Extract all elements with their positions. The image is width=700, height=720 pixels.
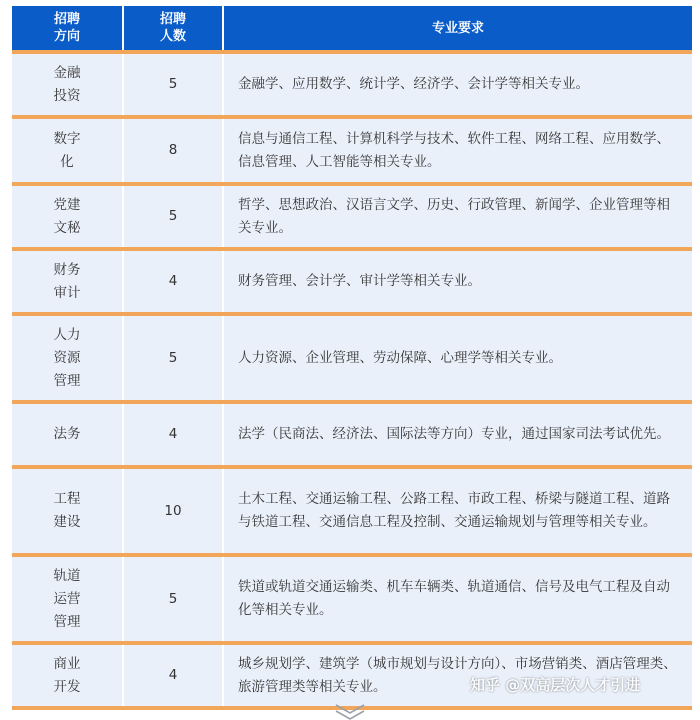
- header-count: 招聘 人数: [124, 6, 222, 50]
- cell-requirements: 信息与通信工程、计算机科学与技术、软件工程、网络工程、应用数学、信息管理、人工智能等相关专业。: [224, 119, 692, 182]
- cell-requirements: 哲学、思想政治、汉语言文学、历史、行政管理、新闻学、企业管理等相关专业。: [224, 186, 692, 247]
- cell-requirements: 人力资源、企业管理、劳动保障、心理学等相关专业。: [224, 316, 692, 400]
- table-row: [12, 469, 692, 553]
- table-row: [12, 316, 692, 400]
- cell-count: 10: [124, 469, 222, 553]
- cell-direction: 轨道 运营 管理: [12, 557, 122, 641]
- table-row: [12, 557, 692, 641]
- cell-requirements: 铁道或轨道交通运输类、机车车辆类、轨道通信、信号及电气工程及自动化等相关专业。: [224, 557, 692, 641]
- watermark: 知乎 @双高层次人才引进: [470, 676, 641, 694]
- cell-direction: 工程 建设: [12, 469, 122, 553]
- cell-direction: 法务: [12, 404, 122, 465]
- table-row: [12, 251, 692, 312]
- cell-direction: 商业 开发: [12, 645, 122, 706]
- table-row: [12, 404, 692, 465]
- header-direction: 招聘 方向: [12, 6, 122, 50]
- cell-count: 5: [124, 316, 222, 400]
- cell-count: 8: [124, 119, 222, 182]
- cell-requirements: 金融学、应用数学、统计学、经济学、会计学等相关专业。: [224, 54, 692, 115]
- cell-count: 5: [124, 54, 222, 115]
- table-row: [12, 119, 692, 182]
- cell-direction: 党建 文秘: [12, 186, 122, 247]
- cell-count: 4: [124, 645, 222, 706]
- table-header: [12, 6, 692, 50]
- cell-count: 5: [124, 557, 222, 641]
- cell-count: 4: [124, 251, 222, 312]
- cell-direction: 人力 资源 管理: [12, 316, 122, 400]
- cell-direction: 财务 审计: [12, 251, 122, 312]
- recruitment-table: [12, 6, 692, 710]
- table-row: [12, 54, 692, 115]
- cell-requirements: 土木工程、交通运输工程、公路工程、市政工程、桥梁与隧道工程、道路与铁道工程、交通信息工程及控制、交通运输规划与管理等相关专业。: [224, 469, 692, 553]
- cell-direction: 金融 投资: [12, 54, 122, 115]
- header-requirements: 专业要求: [224, 6, 692, 50]
- chevron-down-icon[interactable]: [333, 703, 367, 720]
- cell-count: 4: [124, 404, 222, 465]
- cell-count: 5: [124, 186, 222, 247]
- table-row: [12, 186, 692, 247]
- cell-requirements: 法学（民商法、经济法、国际法等方向）专业，通过国家司法考试优先。: [224, 404, 692, 465]
- cell-direction: 数字 化: [12, 119, 122, 182]
- cell-requirements: 城乡规划学、建筑学（城市规划与设计方向）、市场营销类、酒店管理类、旅游管理类等相关专业。: [224, 645, 692, 706]
- cell-requirements: 财务管理、会计学、审计学等相关专业。: [224, 251, 692, 312]
